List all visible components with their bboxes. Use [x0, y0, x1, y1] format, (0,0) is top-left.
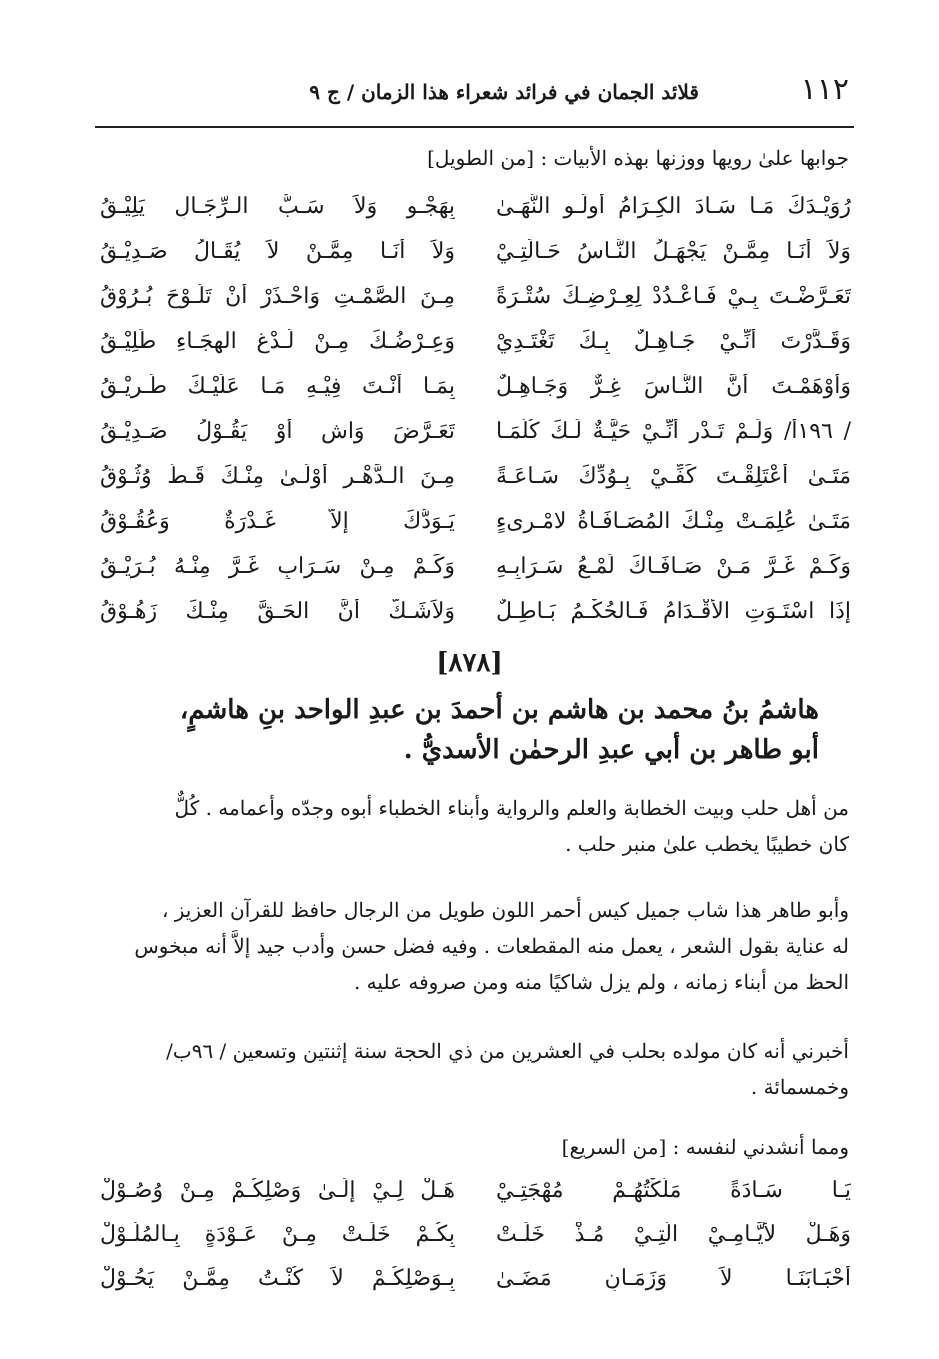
header-divider	[95, 126, 854, 128]
paragraph-line: من أهل حلب وبيت الخطابة والعلم والرواية وأبناء الخطباء أبوه وجدّه وأعمامه . كُلٌّ	[174, 796, 849, 820]
poem-two	[100, 1168, 851, 1300]
paragraph-line: كان خطيبًا يخطب علىٰ منبر حلب .	[565, 832, 849, 856]
verse-first-hemistich: مَتَـىٰ أَعْتَلِقْـتَ كَفِّـيْ بِـوُدِّكَ سَـاعَـةً	[496, 464, 851, 489]
verse-line	[100, 409, 851, 454]
page-number: ١١٢	[800, 72, 849, 107]
verse-second-hemistich: وَعِـرْضُـكَ مِـنْ لَـدْغِ الهِجَـاءِ طَلِيْـقُ	[100, 329, 455, 354]
verse-second-hemistich: بِـوَصْلِكُـمْ لاَ كُنْـتُ مِمَّـنْ يَحُـوْلْ	[100, 1265, 455, 1291]
verse-line	[100, 589, 851, 634]
verse-line	[100, 454, 851, 499]
verse-line	[100, 364, 851, 409]
paragraph-line: أخبرني أنه كان مولده بحلب في العشرين من ذي الحجة سنة إثنتين وتسعين / ٩٦ب/	[166, 1039, 849, 1063]
verse-first-hemistich: وَأَوْهَمْـتَ أَنَّ النَّـاسَ غِـرٌّ وَجَـاهِـلٌ	[496, 374, 851, 399]
verse-second-hemistich: يَـوَدُّكَ إِلاَّ غَـدْرَةٌ وَعُقُـوْقُ	[100, 509, 455, 534]
verse-second-hemistich: بِكُـمْ خَلَـتْ مِـنْ عَـوْدَةٍ بِـالمُلُـوْلْ	[100, 1221, 455, 1247]
entry-name-line-1: هاشمُ بنُ محمد بن هاشم بن أحمدَ بن عبدِ الواحد بنِ هاشمٍ،	[179, 695, 819, 725]
verse-first-hemistich: وَهَـلْ لأَيَّـامِـيْ الَّتِـيْ مُـذْ خَلَـتْ	[496, 1221, 851, 1247]
verse-line	[100, 319, 851, 364]
verse-first-hemistich: تَعَـرَّضْـتَ بِـيْ فَـاعْـدُدْ لِعِـرْضِـكَ سُتْـرَةً	[496, 284, 851, 309]
verse-line	[100, 184, 851, 229]
paragraph-birth	[89, 1033, 849, 1105]
running-title: قلائد الجمان في فرائد شعراء هذا الزمان / ج ٩	[309, 80, 699, 104]
verse-second-hemistich: بِهَجْـوٍ وَلاَ سَـبُّ الـرِّجَـالِ يَلِيْـقُ	[100, 194, 455, 219]
verse-line	[100, 1168, 851, 1212]
paragraph-description	[89, 892, 849, 1000]
paragraph-line: له عناية بقول الشعر ، يعمل منه المقطعات . وفيه فضل حسن وأدب جيد إلاَّ أنه مبخوس	[134, 934, 849, 958]
paragraph-origin	[89, 790, 849, 862]
verse-line	[100, 229, 851, 274]
paragraph-line: وأبو طاهر هذا شاب جميل كيس أحمر اللون طويل من الرجال حافظ للقرآن العزيز ،	[161, 898, 849, 922]
poem-intro-line: جوابها علىٰ رويها ووزنها بهذه الأبيات : [من الطويل]	[427, 146, 849, 170]
entry-number: [٨٧٨]	[436, 648, 503, 678]
verse-first-hemistich: وَلاَ أَنَـا مِمَّـنْ يَجْهَـلُ النَّـاسُ حَـالَتِـيْ	[496, 239, 851, 264]
verse-line	[100, 1212, 851, 1256]
verse-second-hemistich: مِـنَ الصَّمْـتِ وَاحْـذَرْ أَنْ تَلُـوْحَ بُـرُوْقُ	[100, 284, 455, 309]
verse-line	[100, 274, 851, 319]
verse-first-hemistich: يَـا سَـادَةً مَلَّكْتُهُـمْ مُهْجَتِـيْ	[496, 1177, 851, 1203]
paragraph-line: الحظ من أبناء زمانه ، ولم يزل شاكيًا منه ومن صروفه عليه .	[353, 970, 849, 994]
verse-second-hemistich: بِمَـا أَنْـتَ فِيْـهِ مَـا عَلَيْـكَ طَـرِيْـقُ	[100, 374, 455, 399]
verse-second-hemistich: وَلاَ أَنَـا مِمَّـنْ لاَ يُقَـالُ صَـدِيْـقُ	[100, 239, 455, 264]
paragraph-line: وخمسمائة .	[750, 1075, 849, 1099]
verse-line	[100, 1256, 851, 1300]
verse-line	[100, 544, 851, 589]
poem-two-intro: ومما أنشدني لنفسه : [من السريع]	[561, 1135, 849, 1159]
verse-first-hemistich: / ١٩٦أ/ وَلَـمْ تَـدْرِ أَنِّـيْ حَيَّـةٌ لَـكَ كُلَّمَـا	[496, 419, 851, 444]
poem-one	[100, 184, 851, 634]
verse-first-hemistich: رُوَيْـدَكَ مَـا سَـادَ الكِـرَامُ أُولُـو النُّهَـىٰ	[496, 194, 851, 219]
page-header	[100, 72, 849, 112]
verse-first-hemistich: أَحْبَـابَنَـا لاَ وَزَمَـانٍ مَضَـىٰ	[496, 1265, 851, 1291]
verse-line	[100, 499, 851, 544]
verse-first-hemistich: مَتَـىٰ عُلِمَـتْ مِنْـكَ المُصَـافَـاةُ لامْـرِىءٍ	[496, 509, 851, 534]
entry-name-line-2: أبو طاهر بن أبي عبدِ الرحمٰن الأسديُّ .	[403, 735, 819, 765]
entry-heading	[119, 690, 819, 770]
verse-first-hemistich: وَقَـدَّرْتَ أَنِّـيْ جَـاهِـلٌ بِـكَ تَغْتَـدِيْ	[496, 329, 851, 354]
verse-second-hemistich: وَكَـمْ مِـنْ سَـرَابٍ غَـرَّ مِنْـهُ بُـرَيْـقُ	[100, 554, 455, 579]
verse-second-hemistich: تَعَـرَّضَ وَاشٍ أَوْ يَقُـوْلُ صَـدِيْـقُ	[100, 419, 455, 444]
verse-first-hemistich: إِذَا اسْتَـوَتِ الأَقْـدَامُ فَـالحُكْـمُ بَـاطِـلٌ	[496, 599, 851, 624]
verse-second-hemistich: هَـلْ لِـيْ إِلَـىٰ وَصْلِكُـمْ مِـنْ وُصُـوْلْ	[100, 1177, 455, 1203]
verse-first-hemistich: وَكَـمْ غَـرَّ مَـنْ صَـافَـاكَ لَمْـعُ سَـرَابِـهِ	[496, 554, 851, 579]
verse-second-hemistich: وَلاَشَـكَّ أَنَّ الحَـقَّ مِنْـكَ زَهُـوْقُ	[100, 599, 455, 624]
verse-second-hemistich: مِـنَ الـدَّهْـرِ أَوْلَـىٰ مِنْـكَ قَـطُّ وُثُـوْقُ	[100, 464, 455, 489]
